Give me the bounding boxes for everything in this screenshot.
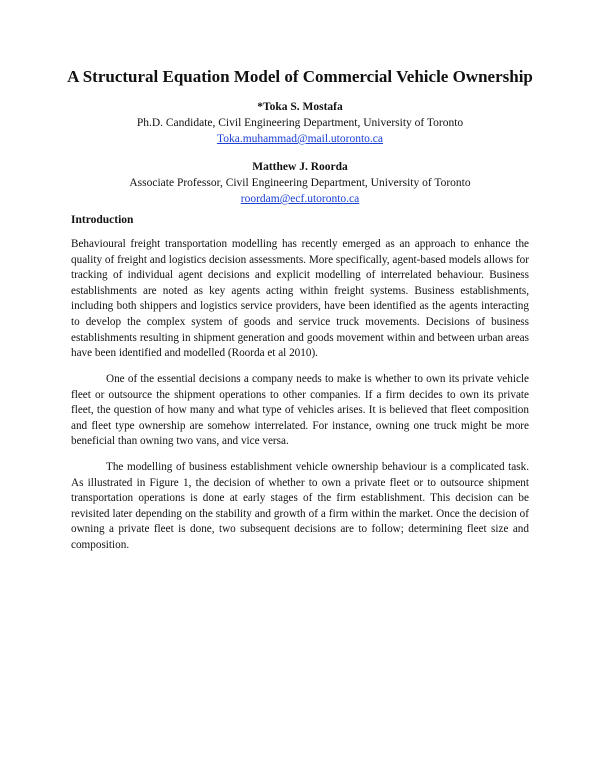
body-paragraph: The modelling of business establishment vehicle ownership behaviour is a complicated task. As illustrated in Figure 1, the decision of whether to own a private fleet or to outsource shipment transportation operations is done at early stages of the firm establishment. This decision can be revisited later depending on the stability and growth of a firm within the market. Once the decision of owning a private fleet is done, two subsequent decisions are to follow; determining fleet size and composition. xyxy=(71,461,529,551)
body-paragraph: One of the essential decisions a company needs to make is whether to own its private vehicle fleet or outsource the shipment operations to other companies. If a firm decides to own its private fleet, the question of how many and what type of vehicles arises. It is believed that fleet composition and fleet type ownership are somehow interrelated. For instance, owning one truck might be more beneficial than owning two vans, and vice versa. xyxy=(71,373,529,448)
author-email-link[interactable]: roordam@ecf.utoronto.ca xyxy=(240,193,360,205)
author-name: *Toka S. Mostafa xyxy=(257,101,343,113)
author-block-1 xyxy=(0,99,600,147)
author-email-link[interactable]: Toka.muhammad@mail.utoronto.ca xyxy=(217,133,383,145)
paper-title: A Structural Equation Model of Commercial Vehicle Ownership xyxy=(67,67,533,86)
body-paragraph: Behavioural freight transportation modelling has recently emerged as an approach to enhance the quality of freight and logistics decision assessments. More specifically, agent-based models allows for tracking of individual agent decisions and explicit modelling of interrelated behaviour. Business establishments are noted as key agents acting within freight systems. Business establishments, including both shippers and logistics service providers, have been identified as the agents interacting to develop the complex system of goods and service truck movements. Decisions of business establishments resulting in shipment generation and goods movement within and between urban areas have been identified and modelled (Roorda et al 2010). xyxy=(71,238,529,360)
author-name: Matthew J. Roorda xyxy=(252,161,348,173)
author-affiliation: Associate Professor, Civil Engineering Department, University of Toronto xyxy=(129,177,471,189)
section-heading-introduction: Introduction xyxy=(71,214,134,226)
author-affiliation: Ph.D. Candidate, Civil Engineering Department, University of Toronto xyxy=(136,117,464,129)
author-block-2 xyxy=(0,159,600,207)
